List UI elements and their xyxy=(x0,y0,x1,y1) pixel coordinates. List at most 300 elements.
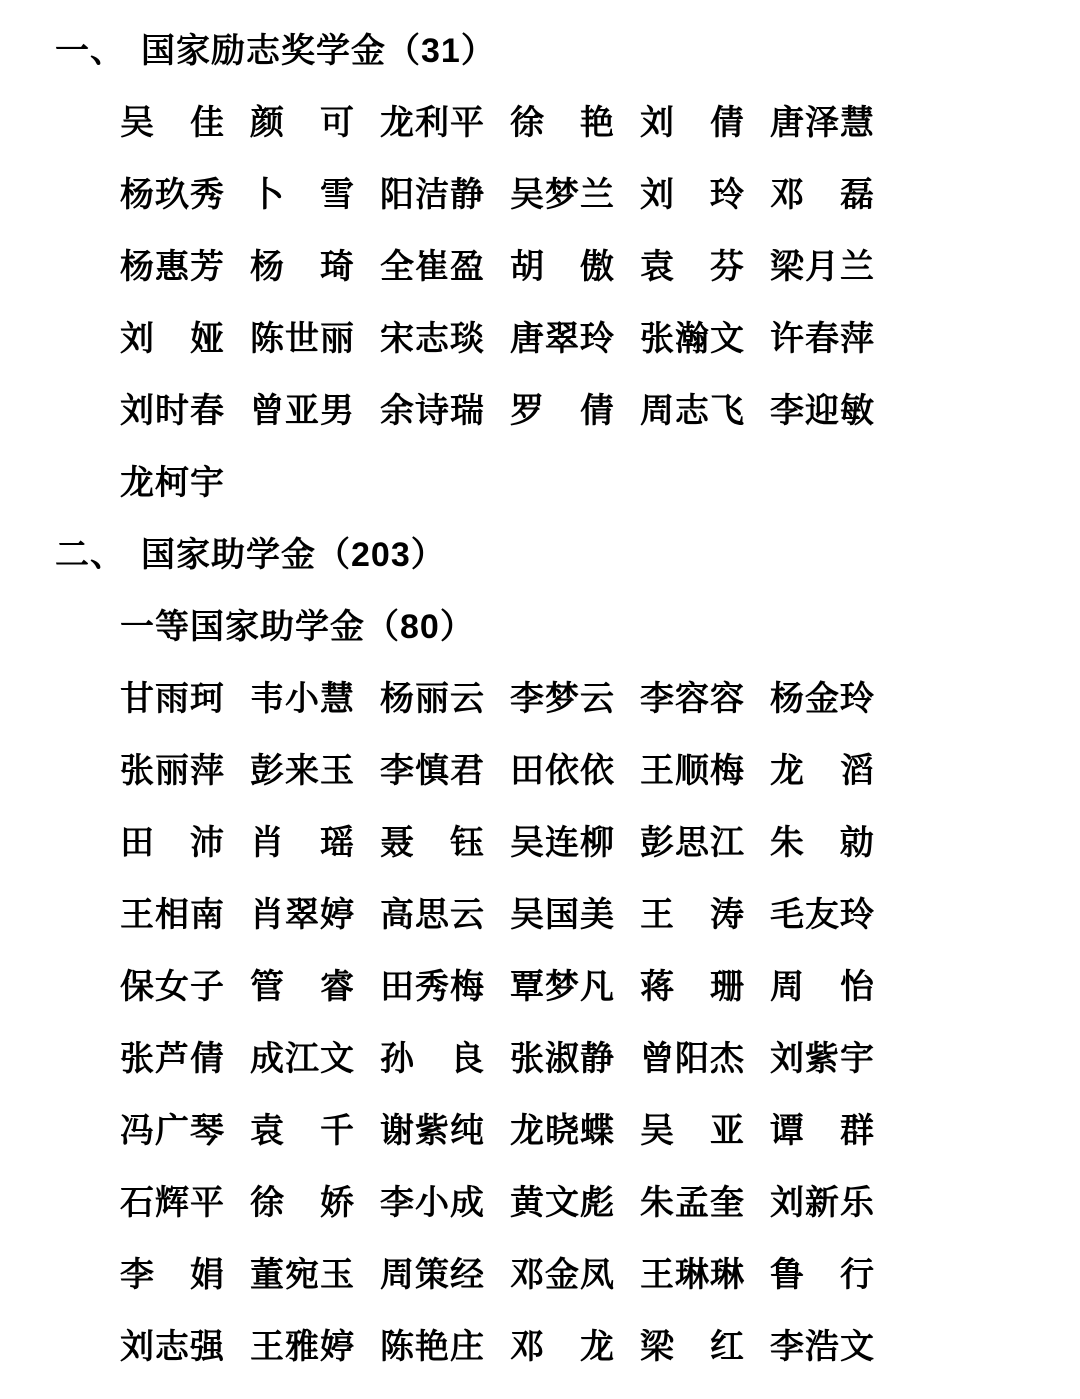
name-char: 萍 xyxy=(840,320,874,358)
student-name xyxy=(120,249,224,286)
name-char: 琳 xyxy=(710,1256,744,1294)
name-char: 罗 xyxy=(510,392,544,430)
name-char: 杨 xyxy=(120,248,154,286)
name-char: 宋 xyxy=(380,320,414,358)
student-name xyxy=(770,1185,874,1222)
name-row xyxy=(0,321,1080,358)
student-name xyxy=(510,1329,614,1366)
name-char: 江 xyxy=(710,824,744,862)
name-char: 洁 xyxy=(415,176,449,214)
name-char: 邓 xyxy=(510,1328,544,1366)
student-name xyxy=(770,897,874,934)
name-char: 良 xyxy=(450,1040,484,1078)
name-char: 田 xyxy=(120,824,154,862)
name-char: 紫 xyxy=(805,1040,839,1078)
name-char: 曾 xyxy=(250,392,284,430)
name-char: 经 xyxy=(450,1256,484,1294)
name-row xyxy=(0,1329,1080,1366)
name-char: 刘 xyxy=(120,320,154,358)
name-char: 千 xyxy=(320,1112,354,1150)
student-name xyxy=(250,825,354,862)
name-char: 孟 xyxy=(675,1184,709,1222)
name-char: 许 xyxy=(770,320,804,358)
name-char: 秀 xyxy=(415,968,449,1006)
name-char: 彭 xyxy=(250,752,284,790)
student-name xyxy=(770,1113,874,1150)
student-name xyxy=(250,321,354,358)
name-char: 丽 xyxy=(415,680,449,718)
student-name xyxy=(120,1113,224,1150)
name-row xyxy=(0,393,1080,430)
section-title: 国家励志奖学金（31） xyxy=(141,32,496,70)
name-char: 李 xyxy=(380,1184,414,1222)
name-char: 行 xyxy=(840,1256,874,1294)
name-char: 龙 xyxy=(120,464,154,502)
name-char: 黄 xyxy=(510,1184,544,1222)
name-char: 群 xyxy=(840,1112,874,1150)
name-char: 月 xyxy=(805,248,839,286)
name-char: 国 xyxy=(545,896,579,934)
name-char: 周 xyxy=(770,968,804,1006)
name-char: 朱 xyxy=(640,1184,674,1222)
name-char: 杨 xyxy=(120,176,154,214)
name-char: 利 xyxy=(415,104,449,142)
name-char: 李 xyxy=(120,1256,154,1294)
section-1 xyxy=(0,33,1080,502)
name-char: 新 xyxy=(805,1184,839,1222)
name-char: 琰 xyxy=(450,320,484,358)
name-row xyxy=(0,1257,1080,1294)
name-char: 相 xyxy=(155,896,189,934)
student-name xyxy=(380,1113,484,1150)
name-char: 时 xyxy=(155,392,189,430)
name-char: 小 xyxy=(285,680,319,718)
section-heading xyxy=(0,537,1080,574)
student-name xyxy=(380,1257,484,1294)
student-name xyxy=(380,105,484,142)
name-char: 容 xyxy=(710,680,744,718)
name-char: 毛 xyxy=(770,896,804,934)
name-char: 依 xyxy=(545,752,579,790)
student-name xyxy=(770,1329,874,1366)
name-char: 云 xyxy=(450,680,484,718)
name-char: 吴 xyxy=(510,176,544,214)
student-name xyxy=(380,321,484,358)
name-char: 柯 xyxy=(155,464,189,502)
name-char: 龙 xyxy=(580,1328,614,1366)
name-char: 艳 xyxy=(580,104,614,142)
name-char: 江 xyxy=(285,1040,319,1078)
name-char: 曾 xyxy=(640,1040,674,1078)
name-char: 依 xyxy=(580,752,614,790)
name-char: 钰 xyxy=(450,824,484,862)
name-char: 策 xyxy=(415,1256,449,1294)
name-char: 玲 xyxy=(580,320,614,358)
student-name xyxy=(640,897,744,934)
name-char: 文 xyxy=(840,1328,874,1366)
name-char: 男 xyxy=(320,392,354,430)
name-char: 玲 xyxy=(840,896,874,934)
student-name xyxy=(250,1041,354,1078)
name-char: 崔 xyxy=(415,248,449,286)
student-name xyxy=(120,1257,224,1294)
name-char: 来 xyxy=(285,752,319,790)
student-name xyxy=(770,249,874,286)
student-name xyxy=(510,969,614,1006)
name-char: 萍 xyxy=(190,752,224,790)
student-name xyxy=(510,1257,614,1294)
name-char: 刘 xyxy=(120,1328,154,1366)
student-name xyxy=(250,1113,354,1150)
name-char: 徐 xyxy=(250,1184,284,1222)
student-name xyxy=(640,1113,744,1150)
name-char: 艳 xyxy=(415,1328,449,1366)
name-char: 刘 xyxy=(770,1184,804,1222)
name-char: 肖 xyxy=(250,824,284,862)
name-char: 吴 xyxy=(640,1112,674,1150)
student-name xyxy=(250,177,354,214)
name-char: 琴 xyxy=(190,1112,224,1150)
student-name xyxy=(120,969,224,1006)
name-char: 梦 xyxy=(545,680,579,718)
name-char: 紫 xyxy=(415,1112,449,1150)
name-char: 韦 xyxy=(250,680,284,718)
name-char: 兰 xyxy=(580,176,614,214)
name-char: 谭 xyxy=(770,1112,804,1150)
name-char: 翠 xyxy=(285,896,319,934)
name-char: 云 xyxy=(580,680,614,718)
student-name xyxy=(510,177,614,214)
name-char: 平 xyxy=(190,1184,224,1222)
name-char: 可 xyxy=(320,104,354,142)
section-heading xyxy=(0,33,1080,70)
name-char: 刘 xyxy=(770,1040,804,1078)
name-char: 邓 xyxy=(770,176,804,214)
name-char: 蝶 xyxy=(580,1112,614,1150)
student-name xyxy=(510,1185,614,1222)
student-name xyxy=(640,969,744,1006)
student-name xyxy=(770,321,874,358)
name-char: 彪 xyxy=(580,1184,614,1222)
name-char: 田 xyxy=(510,752,544,790)
student-name xyxy=(380,177,484,214)
student-name xyxy=(380,825,484,862)
name-char: 田 xyxy=(380,968,414,1006)
student-name xyxy=(250,249,354,286)
name-row xyxy=(0,465,1080,502)
student-name xyxy=(770,177,874,214)
name-char: 陈 xyxy=(380,1328,414,1366)
name-char: 金 xyxy=(545,1256,579,1294)
name-char: 孙 xyxy=(380,1040,414,1078)
name-char: 凡 xyxy=(580,968,614,1006)
name-char: 高 xyxy=(380,896,414,934)
name-char: 连 xyxy=(545,824,579,862)
student-name xyxy=(250,681,354,718)
name-char: 亚 xyxy=(710,1112,744,1150)
name-char: 雪 xyxy=(320,176,354,214)
name-char: 瀚 xyxy=(675,320,709,358)
student-name xyxy=(380,681,484,718)
student-name xyxy=(640,681,744,718)
name-char: 周 xyxy=(640,392,674,430)
name-char: 睿 xyxy=(320,968,354,1006)
name-char: 静 xyxy=(580,1040,614,1078)
name-char: 袁 xyxy=(250,1112,284,1150)
name-char: 袁 xyxy=(640,248,674,286)
name-char: 李 xyxy=(510,680,544,718)
student-name xyxy=(770,825,874,862)
name-char: 淑 xyxy=(545,1040,579,1078)
student-name xyxy=(250,1257,354,1294)
name-char: 梁 xyxy=(770,248,804,286)
name-char: 徐 xyxy=(510,104,544,142)
name-char: 宇 xyxy=(190,464,224,502)
name-char: 慧 xyxy=(840,104,874,142)
name-row xyxy=(0,969,1080,1006)
student-name xyxy=(770,969,874,1006)
name-char: 冯 xyxy=(120,1112,154,1150)
name-char: 张 xyxy=(120,752,154,790)
student-name xyxy=(380,393,484,430)
name-char: 玉 xyxy=(320,1256,354,1294)
name-char: 春 xyxy=(805,320,839,358)
student-name xyxy=(120,897,224,934)
name-char: 玉 xyxy=(320,752,354,790)
name-char: 玖 xyxy=(155,176,189,214)
name-char: 惠 xyxy=(155,248,189,286)
name-char: 玲 xyxy=(840,680,874,718)
name-row xyxy=(0,681,1080,718)
student-name xyxy=(510,897,614,934)
name-char: 珊 xyxy=(710,968,744,1006)
student-name xyxy=(640,825,744,862)
name-char: 亚 xyxy=(285,392,319,430)
name-char: 乐 xyxy=(840,1184,874,1222)
name-char: 小 xyxy=(415,1184,449,1222)
name-char: 怡 xyxy=(840,968,874,1006)
name-char: 阳 xyxy=(675,1040,709,1078)
name-char: 余 xyxy=(380,392,414,430)
name-char: 涛 xyxy=(710,896,744,934)
student-name xyxy=(510,321,614,358)
student-name xyxy=(120,105,224,142)
student-name xyxy=(120,465,224,502)
name-char: 王 xyxy=(640,752,674,790)
name-char: 王 xyxy=(120,896,154,934)
name-char: 李 xyxy=(770,1328,804,1366)
student-name xyxy=(250,897,354,934)
name-char: 彭 xyxy=(640,824,674,862)
student-name xyxy=(120,1041,224,1078)
name-char: 雨 xyxy=(155,680,189,718)
name-char: 聂 xyxy=(380,824,414,862)
name-char: 谢 xyxy=(380,1112,414,1150)
student-name xyxy=(510,681,614,718)
name-char: 龙 xyxy=(380,104,414,142)
name-char: 容 xyxy=(675,680,709,718)
student-name xyxy=(380,249,484,286)
student-name xyxy=(250,969,354,1006)
student-name xyxy=(640,753,744,790)
student-name xyxy=(770,1041,874,1078)
section-2 xyxy=(0,537,1080,1366)
name-char: 吴 xyxy=(510,824,544,862)
name-char: 倩 xyxy=(580,392,614,430)
name-char: 滔 xyxy=(840,752,874,790)
name-char: 梦 xyxy=(545,968,579,1006)
name-char: 朱 xyxy=(770,824,804,862)
name-char: 娟 xyxy=(190,1256,224,1294)
name-char: 浩 xyxy=(805,1328,839,1366)
name-char: 强 xyxy=(190,1328,224,1366)
name-char: 珂 xyxy=(190,680,224,718)
name-row xyxy=(0,1113,1080,1150)
name-char: 杨 xyxy=(250,248,284,286)
student-name xyxy=(250,1185,354,1222)
name-char: 胡 xyxy=(510,248,544,286)
name-char: 肖 xyxy=(250,896,284,934)
name-char: 蒋 xyxy=(640,968,674,1006)
name-char: 雅 xyxy=(285,1328,319,1366)
student-name xyxy=(510,753,614,790)
name-char: 邓 xyxy=(510,1256,544,1294)
student-name xyxy=(640,393,744,430)
student-name xyxy=(640,1041,744,1078)
student-name xyxy=(770,393,874,430)
name-char: 刘 xyxy=(640,104,674,142)
student-name xyxy=(640,1257,744,1294)
name-char: 君 xyxy=(450,752,484,790)
name-char: 子 xyxy=(190,968,224,1006)
name-char: 玲 xyxy=(710,176,744,214)
name-char: 志 xyxy=(415,320,449,358)
name-char: 梅 xyxy=(450,968,484,1006)
name-char: 李 xyxy=(380,752,414,790)
student-name xyxy=(510,1113,614,1150)
name-char: 娅 xyxy=(190,320,224,358)
name-char: 瑞 xyxy=(450,392,484,430)
student-name xyxy=(250,1329,354,1366)
name-char: 庄 xyxy=(450,1328,484,1366)
name-char: 张 xyxy=(640,320,674,358)
name-char: 兰 xyxy=(840,248,874,286)
student-name xyxy=(380,1041,484,1078)
name-char: 文 xyxy=(545,1184,579,1222)
name-char: 文 xyxy=(320,1040,354,1078)
student-name xyxy=(120,681,224,718)
name-row xyxy=(0,177,1080,214)
name-char: 芳 xyxy=(190,248,224,286)
name-char: 柳 xyxy=(580,824,614,862)
name-char: 秀 xyxy=(190,176,224,214)
name-char: 翠 xyxy=(545,320,579,358)
name-char: 保 xyxy=(120,968,154,1006)
name-char: 杨 xyxy=(380,680,414,718)
section-number: 二、 xyxy=(55,536,125,574)
name-char: 诗 xyxy=(415,392,449,430)
name-char: 盈 xyxy=(450,248,484,286)
name-char: 杰 xyxy=(710,1040,744,1078)
student-name xyxy=(640,177,744,214)
student-name xyxy=(120,1329,224,1366)
name-char: 成 xyxy=(450,1184,484,1222)
name-char: 纯 xyxy=(450,1112,484,1150)
student-name xyxy=(380,1185,484,1222)
student-name xyxy=(250,105,354,142)
name-char: 倩 xyxy=(190,1040,224,1078)
student-name xyxy=(770,681,874,718)
name-char: 杨 xyxy=(770,680,804,718)
student-name xyxy=(640,1329,744,1366)
name-char: 甘 xyxy=(120,680,154,718)
name-char: 思 xyxy=(415,896,449,934)
student-name xyxy=(510,105,614,142)
student-name xyxy=(120,1185,224,1222)
name-char: 王 xyxy=(640,896,674,934)
name-char: 瑶 xyxy=(320,824,354,862)
section-subtitle: 一等国家助学金（80） xyxy=(120,608,475,646)
name-char: 奎 xyxy=(710,1184,744,1222)
name-char: 丽 xyxy=(155,752,189,790)
name-char: 丽 xyxy=(320,320,354,358)
name-char: 倩 xyxy=(710,104,744,142)
name-char: 娇 xyxy=(320,1184,354,1222)
name-char: 平 xyxy=(450,104,484,142)
name-char: 管 xyxy=(250,968,284,1006)
name-char: 成 xyxy=(250,1040,284,1078)
name-char: 覃 xyxy=(510,968,544,1006)
student-name xyxy=(510,825,614,862)
student-name xyxy=(640,321,744,358)
name-char: 鲁 xyxy=(770,1256,804,1294)
name-char: 吴 xyxy=(510,896,544,934)
name-char: 石 xyxy=(120,1184,154,1222)
student-name xyxy=(250,753,354,790)
name-char: 文 xyxy=(710,320,744,358)
name-char: 琦 xyxy=(320,248,354,286)
name-row xyxy=(0,249,1080,286)
name-char: 红 xyxy=(710,1328,744,1366)
section-title: 国家助学金（203） xyxy=(141,536,446,574)
student-name xyxy=(380,897,484,934)
student-name xyxy=(120,177,224,214)
name-char: 宇 xyxy=(840,1040,874,1078)
section-number: 一、 xyxy=(55,32,125,70)
name-char: 静 xyxy=(450,176,484,214)
name-char: 吴 xyxy=(120,104,154,142)
name-char: 女 xyxy=(155,968,189,1006)
name-char: 琳 xyxy=(675,1256,709,1294)
student-name xyxy=(120,825,224,862)
student-name xyxy=(510,249,614,286)
name-char: 芬 xyxy=(710,248,744,286)
name-char: 迎 xyxy=(805,392,839,430)
name-char: 周 xyxy=(380,1256,414,1294)
name-char: 婷 xyxy=(320,1328,354,1366)
name-char: 董 xyxy=(250,1256,284,1294)
name-char: 芦 xyxy=(155,1040,189,1078)
name-char: 刘 xyxy=(640,176,674,214)
student-name xyxy=(640,249,744,286)
name-char: 勍 xyxy=(840,824,874,862)
name-char: 云 xyxy=(450,896,484,934)
name-char: 辉 xyxy=(155,1184,189,1222)
name-char: 顺 xyxy=(675,752,709,790)
name-char: 宛 xyxy=(285,1256,319,1294)
name-char: 张 xyxy=(510,1040,544,1078)
student-name xyxy=(770,1257,874,1294)
